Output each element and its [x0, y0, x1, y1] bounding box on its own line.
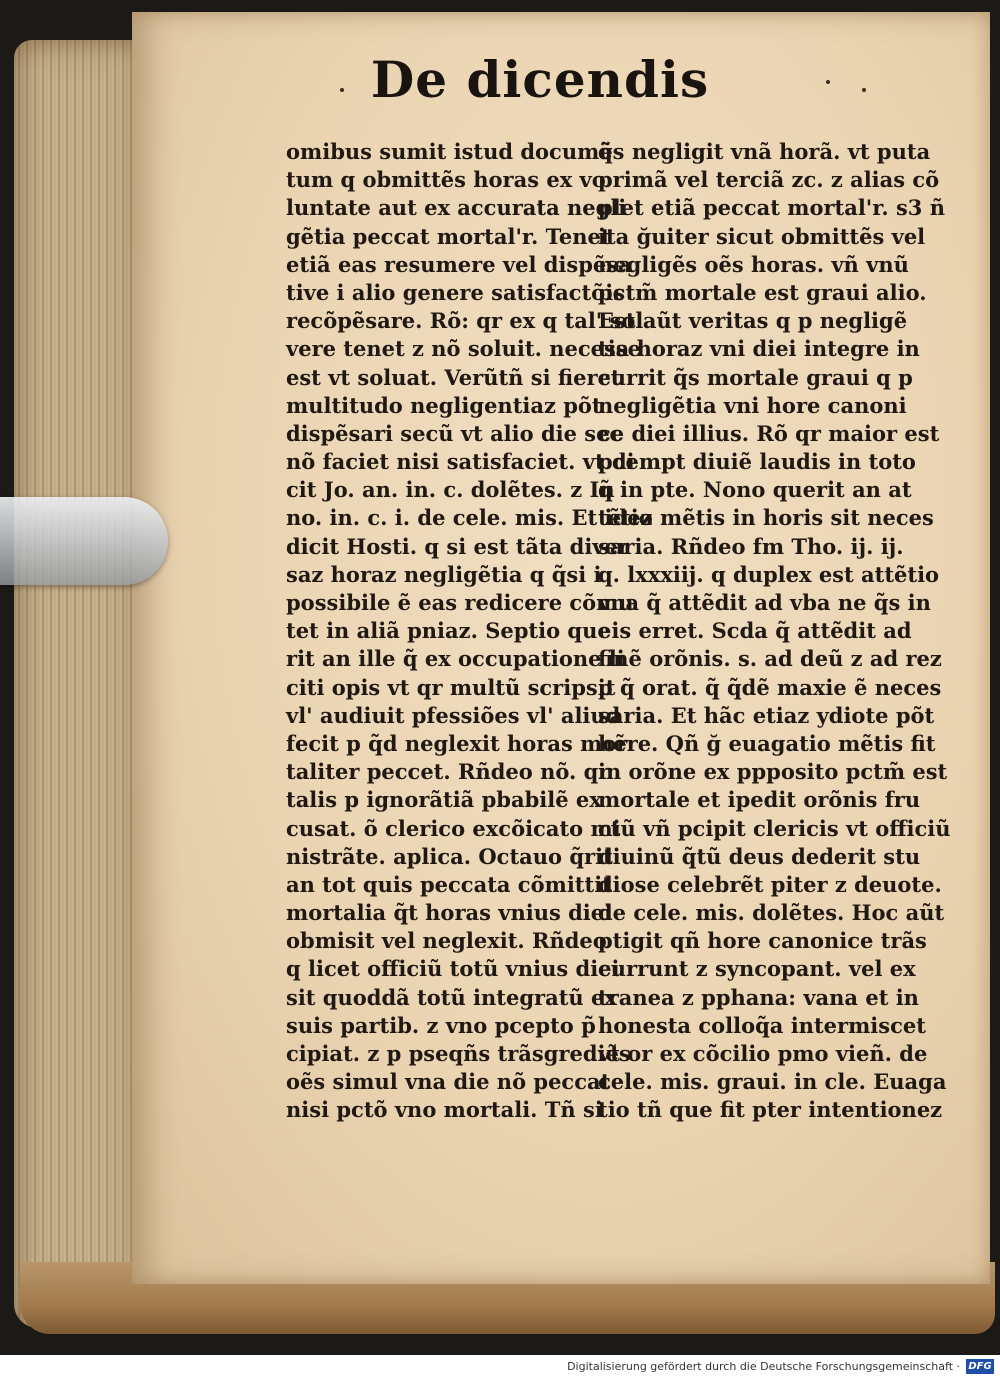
text-line: nõ faciet nisi satisfaciet. vt di	[286, 449, 635, 475]
text-line: vna q̃ attẽdit ad vba ne q̃s in	[598, 590, 931, 615]
dfg-logo[interactable]: DFG	[966, 1359, 994, 1374]
text-line: cele. mis. graui. in cle. Euaga	[598, 1069, 947, 1095]
text-line: q. lxxxiij. q duplex est attẽtio	[598, 561, 940, 587]
text-line: talis p ignorãtiã pbabilẽ ex	[286, 787, 602, 813]
text-line: diose celebrẽt piter z deuote.	[598, 871, 942, 897]
text-line: est vt soluat. Verũtñ si fieret	[286, 364, 621, 390]
text-line: ita ğuiter sicut obmittẽs vel	[598, 223, 926, 249]
text-line: tranea z pphana: vana et in	[598, 984, 919, 1010]
text-line: diuinũ q̃tũ deus dederit stu	[598, 843, 921, 869]
bookmark-strip	[0, 497, 168, 585]
ornament-dot	[340, 88, 344, 92]
text-line: de cele. mis. dolẽtes. Hoc aũt	[598, 900, 945, 926]
text-line: finẽ orõnis. s. ad deũ z ad rez	[598, 646, 942, 672]
page-stack-edge	[14, 40, 144, 1328]
text-line: negligẽtia vni hore canoni	[598, 392, 907, 418]
ornament-dot	[862, 88, 866, 92]
text-line: Est aũt veritas q p negligẽ	[598, 308, 908, 334]
text-column-left	[286, 138, 653, 1125]
text-line: honesta colloq̃a intermiscet	[598, 1012, 926, 1038]
text-line: pctm̃ mortale est graui alio.	[598, 279, 927, 305]
text-line: dispẽsari secũ vt alio die sec	[286, 420, 623, 446]
ornament-dot	[826, 80, 830, 84]
text-line: tive i alio genere satisfactõis	[286, 279, 625, 305]
text-line: currunt z syncopant. vel ex	[598, 956, 916, 982]
text-line: cit Jo. an. in. c. dolẽtes. z In	[286, 477, 615, 503]
text-line: negligẽs oẽs horas. vñ vnũ	[598, 251, 909, 277]
text-line: tet in aliã pniaz. Septio que	[286, 618, 611, 644]
text-line: an tot quis peccata cõmittit	[286, 871, 612, 897]
text-line: rit an ille q̃ ex occupatione li	[286, 646, 625, 672]
text-line: hẽre. Qñ ğ euagatio mẽtis fit	[598, 730, 936, 756]
text-line: dicit Hosti. q si est tãta diver	[286, 533, 629, 559]
text-line: q̃ in pte. Nono querit an at	[598, 477, 912, 503]
text-line: q̃s negligit vnã horã. vt puta	[598, 139, 931, 164]
text-line: possibile ẽ eas redicere cõmu	[286, 590, 634, 615]
footer-bar	[0, 1355, 1000, 1380]
text-column-right	[598, 138, 951, 1125]
text-line: saria. Et hãc etiaz ydiote põt	[598, 702, 935, 728]
text-line: tio tñ que fit pter intentionez	[598, 1097, 943, 1123]
text-line: eis erret. Scda q̃ attẽdit ad	[598, 618, 912, 644]
text-line: suis partib. z vno pcepto p̃	[286, 1012, 596, 1038]
text-line: plet etiã peccat mortal'r. s3 ñ	[598, 195, 946, 221]
text-line: vere tenet z nõ soluit. necesse	[286, 336, 641, 362]
text-line: primã vel terciã zc. z alias cõ	[598, 167, 940, 193]
text-line: oẽs simul vna die nõ peccat	[286, 1069, 611, 1095]
text-line: vt or ex cõcilio pmo vieñ. de	[598, 1041, 928, 1066]
text-line: vl' audiuit pfessiões vl' aliud	[286, 702, 621, 728]
text-line: nistrãte. aplica. Octauo q̃rit	[286, 843, 613, 869]
text-line: cusat. õ clerico excõicato mi	[286, 815, 621, 841]
text-line: gẽtia peccat mortal'r. Tenet	[286, 223, 611, 249]
text-line: currit q̃s mortale graui q p	[598, 364, 913, 390]
text-line: taliter peccet. Rñdeo nõ. qr	[286, 759, 610, 785]
text-line: omibus sumit istud documẽ	[286, 139, 613, 164]
text-line: tia horaz vni diei integre in	[598, 336, 920, 362]
text-line: tum q obmittẽs horas ex vo	[286, 167, 606, 193]
text-line: no. in. c. i. de cele. mis. Et idez	[286, 505, 653, 531]
text-line: ctũ vñ pcipit clericis vt officiũ	[598, 815, 951, 841]
text-line: fecit p q̃d neglexit horas mor	[286, 730, 628, 756]
text-line: nisi pctõ vno mortali. Tñ si	[286, 1097, 603, 1123]
text-line: in orõne ex ppposito pctm̃ est	[598, 759, 948, 785]
footer-credit: Digitalisierung gefördert durch die Deutsche Forschungsgemeinschaft ·	[567, 1360, 960, 1373]
text-line: luntate aut ex accurata negli	[286, 195, 627, 221]
text-line: ptigit qñ hore canonice trãs	[598, 928, 927, 954]
text-line: sit quoddã totũ integratũ ex	[286, 984, 617, 1010]
text-line: saz horaz negligẽtia q q̃si i	[286, 561, 602, 587]
text-line: multitudo negligentiaz põt	[286, 392, 602, 418]
text-line: ce diei illius. Rõ qr maior est	[598, 420, 940, 446]
text-line: citi opis vt qr multũ scripsit	[286, 674, 616, 700]
text-line: saria. Rñdeo fm Tho. ij. ij.	[598, 533, 904, 559]
text-line: recõpẽsare. Rõ: qr ex q tal' sol	[286, 308, 644, 334]
page-heading: De dicendis	[370, 50, 710, 109]
text-line: p q̃ orat. q̃ q̃dẽ maxie ẽ neces	[598, 674, 942, 700]
text-line: obmisit vel neglexit. Rñdeo	[286, 928, 607, 954]
text-line: pcempt diuiẽ laudis in toto	[598, 449, 916, 475]
text-line: etiã eas resumere vel dispẽsa	[286, 251, 632, 277]
text-line: mortalia q̃t horas vnius diei	[286, 900, 613, 926]
text-line: tẽtio mẽtis in horis sit neces	[598, 505, 934, 531]
text-line: cipiat. z p pseqñs trãsgrediẽs	[286, 1041, 631, 1066]
text-line: q licet officiũ totũ vnius diei	[286, 956, 620, 982]
text-line: mortale et ipedit orõnis fru	[598, 787, 921, 813]
